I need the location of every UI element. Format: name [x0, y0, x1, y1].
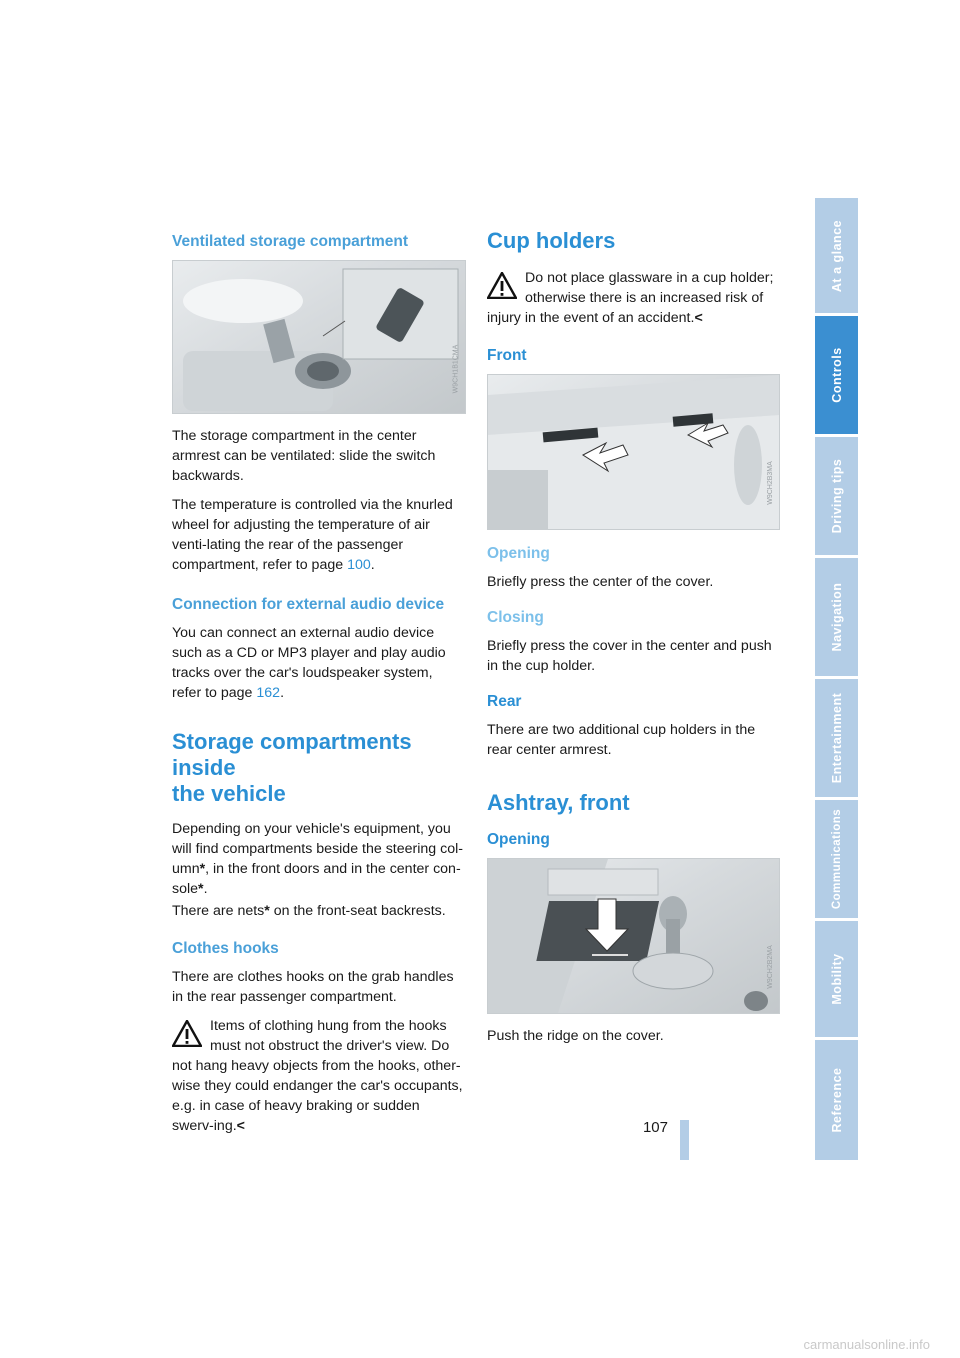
right-column	[487, 228, 780, 1055]
page-number: 107	[642, 1119, 668, 1136]
footer-watermark: carmanualsonline.info	[803, 1337, 930, 1352]
ventilated-storage-illustration	[173, 261, 465, 413]
tab-at-a-glance[interactable]: At a glance	[815, 198, 858, 316]
figure-ventilated-storage	[172, 260, 466, 414]
closing-text: Briefly press the cover in the center and push in the cup holder.	[487, 638, 772, 674]
tab-navigation[interactable]: Navigation	[815, 558, 858, 679]
page-link-162[interactable]: 162	[256, 685, 281, 701]
tab-driving-tips[interactable]: Driving tips	[815, 437, 858, 558]
section-title-cup-holders: Cup holders	[487, 228, 616, 253]
tab-mobility[interactable]: Mobility	[815, 921, 858, 1040]
tab-reference[interactable]: Reference	[815, 1040, 858, 1163]
section-title-ashtray: Ashtray, front	[487, 790, 630, 815]
warning-icon	[172, 1020, 202, 1047]
ashtray-illustration	[488, 859, 779, 1013]
heading-ventilated-storage: Ventilated storage compartment	[172, 233, 409, 250]
figure-ashtray	[487, 858, 780, 1014]
figure-code: W9CH2B3MA	[767, 461, 775, 505]
cup-warning: Do not place glassware in a cup holder; otherwise there is an increased risk of injury in the event of an accident.<	[487, 270, 774, 326]
rear-text: There are two additional cup holders in the rear center armrest.	[487, 722, 756, 758]
hooks-warning: Items of clothing hung from the hooks must not obstruct the driver's view. Do not hang heavy objects from the hooks, other-wise they could endanger the car's occupants, e.g. in case of heavy braking or sudden swerv-ing.<	[172, 1018, 463, 1134]
page-number-bar	[680, 1120, 689, 1160]
audio-text: You can connect an external audio device such as a CD or MP3 player and play audio tracks over the car's loudspeaker system, refer to page 162.	[172, 625, 446, 701]
heading-closing: Closing	[487, 609, 544, 626]
heading-ashtray-opening: Opening	[487, 831, 550, 848]
hooks-text: There are clothes hooks on the grab handles in the rear passenger compartment.	[172, 969, 454, 1005]
heading-clothes-hooks: Clothes hooks	[172, 940, 279, 957]
page-link-100[interactable]: 100	[347, 557, 371, 573]
opening-text: Briefly press the center of the cover.	[487, 574, 714, 590]
figure-code: W9CH2B2MA	[767, 945, 775, 989]
storage-text-2: There are nets* on the front-seat backrests.	[172, 903, 446, 919]
ashtray-text: Push the ridge on the cover.	[487, 1028, 664, 1044]
tab-communications[interactable]: Communications	[815, 800, 858, 921]
tab-entertainment[interactable]: Entertainment	[815, 679, 858, 800]
cup-holder-illustration	[488, 375, 779, 529]
heading-rear: Rear	[487, 693, 522, 710]
optional-star: *	[199, 861, 206, 877]
heading-opening: Opening	[487, 545, 550, 562]
section-title-storage: Storage compartments inside the vehicle	[172, 729, 412, 806]
storage-text-1: Depending on your vehicle's equipment, you will find compartments beside the steering col-umn*, in the front doors and in the center con-sole*.	[172, 821, 463, 897]
heading-audio-connection: Connection for external audio device	[172, 596, 445, 613]
heading-front: Front	[487, 347, 527, 364]
ventilated-text-2: The temperature is controlled via the knurled wheel for adjusting the temperature of air venti-lating the rear of the passenger compartment, refer to page 100.	[172, 497, 453, 573]
left-column	[172, 232, 464, 1136]
figure-cup-holder-front	[487, 374, 780, 530]
tab-controls[interactable]: Controls	[815, 316, 858, 437]
figure-code: W9CH1B1CMA	[452, 344, 460, 394]
warning-icon	[487, 272, 517, 299]
ventilated-text-1: The storage compartment in the center armrest can be ventilated: slide the switch backwards.	[172, 428, 436, 484]
